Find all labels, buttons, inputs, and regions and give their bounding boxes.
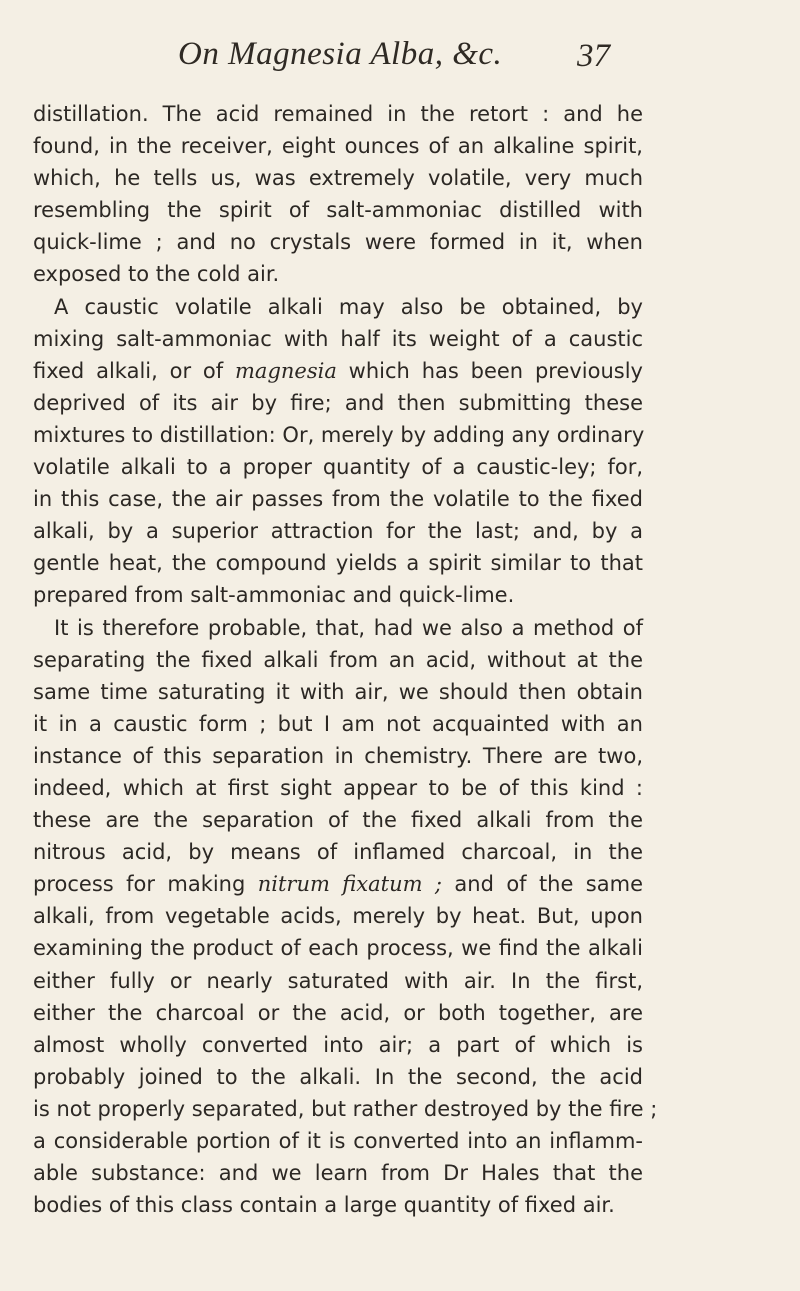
text-line: [33, 162, 643, 194]
text-line: [33, 932, 643, 964]
body-text: [33, 98, 658, 1221]
text-run: It is therefore probable, that, had we also a method of: [54, 615, 643, 640]
text-run: gentle heat, the compound yields a spirit similar to that: [33, 551, 643, 576]
text-line: [33, 868, 643, 900]
italic-text: magnesia: [235, 358, 337, 383]
italic-text: nitrum fixatum ;: [257, 872, 443, 897]
text-line: [33, 226, 643, 258]
running-title: On Magnesia Alba, &c.: [178, 36, 503, 72]
text-line: [33, 997, 643, 1029]
text-line: [33, 1029, 643, 1061]
text-run: indeed, which at first sight appear to be of this kind :: [33, 775, 643, 800]
text-run: almost wholly converted into air; a part of which is: [33, 1032, 643, 1057]
text-line: [33, 130, 643, 162]
text-run: either fully or nearly saturated with air. In the first,: [33, 968, 643, 993]
text-line: [33, 708, 643, 740]
text-line: [33, 451, 643, 483]
text-run: alkali, from vegetable acids, merely by heat. But, upon: [33, 904, 643, 929]
text-run: either the charcoal or the acid, or both together, are: [33, 1000, 643, 1025]
text-run: examining the product of each process, we find the alkali: [33, 936, 643, 961]
text-run: in this case, the air passes from the volatile to the fixed: [33, 487, 643, 512]
text-run: separating the fixed alkali from an acid, without at the: [33, 647, 643, 672]
text-run: which has been previously: [336, 358, 643, 383]
text-run: which, he tells us, was extremely volatile, very much: [33, 166, 643, 191]
text-line: [33, 965, 643, 997]
text-line: [33, 547, 643, 579]
text-line: [33, 258, 643, 290]
text-line: [33, 740, 643, 772]
text-run: a considerable portion of it is converted into an inflamm-: [33, 1129, 643, 1153]
text-line: [33, 836, 643, 868]
text-line: [33, 1061, 643, 1093]
text-run: found, in the receiver, eight ounces of an alkaline spirit,: [33, 134, 643, 159]
text-line: [33, 772, 643, 804]
text-line: [33, 1093, 658, 1125]
text-run: quick-lime ; and no crystals were formed in it, when: [33, 230, 643, 255]
text-run: bodies of this class contain a large quantity of fixed air.: [33, 1193, 615, 1218]
text-run: A caustic volatile alkali may also be obtained, by: [54, 294, 643, 319]
text-line: [33, 900, 643, 932]
text-line: [33, 579, 643, 611]
text-run: prepared from salt-ammoniac and quick-lime.: [33, 583, 515, 608]
text-line: [33, 644, 643, 676]
page-header: [0, 36, 800, 86]
text-run: resembling the spirit of salt-ammoniac distilled with: [33, 198, 643, 223]
text-run: and of the same: [442, 872, 643, 897]
text-run: deprived of its air by fire; and then submitting these: [33, 390, 643, 415]
text-run: probably joined to the alkali. In the second, the acid: [33, 1064, 643, 1089]
text-run: alkali, by a superior attraction for the last; and, by a: [33, 519, 643, 544]
text-line: [33, 98, 643, 130]
text-run: exposed to the cold air.: [33, 262, 280, 287]
text-run: same time saturating it with air, we should then obtain: [33, 679, 643, 704]
text-run: mixing salt-ammoniac with half its weight of a caustic: [33, 326, 643, 351]
text-run: it in a caustic form ; but I am not acquainted with an: [33, 711, 643, 736]
text-line: [33, 323, 643, 355]
text-run: instance of this separation in chemistry. There are two,: [33, 743, 643, 768]
text-run: able substance: and we learn from Dr Hales that the: [33, 1161, 643, 1186]
text-line: [33, 1189, 643, 1221]
text-run: mixtures to distillation: Or, merely by adding any ordinary: [33, 422, 645, 447]
text-run: is not properly separated, but rather destroyed by the fire ;: [33, 1096, 658, 1121]
text-run: volatile alkali to a proper quantity of a caustic-ley; for,: [33, 455, 643, 480]
text-run: process for making: [33, 872, 258, 897]
text-run: nitrous acid, by means of inflamed charcoal, in the: [33, 840, 643, 865]
text-run: distillation. The acid remained in the retort : and he: [33, 102, 643, 126]
text-line: [33, 291, 643, 323]
text-run: fixed alkali, or of: [33, 358, 236, 383]
text-line: [33, 419, 643, 451]
text-line: [33, 515, 643, 547]
text-line: [33, 387, 643, 419]
text-line: [33, 804, 643, 836]
text-line: [33, 1157, 643, 1189]
page-number: 37: [577, 38, 610, 74]
text-line: [33, 1125, 643, 1157]
text-line: [33, 676, 643, 708]
text-line: [33, 483, 643, 515]
text-line: [33, 355, 643, 387]
text-line: [33, 612, 643, 644]
text-run: these are the separation of the fixed alkali from the: [33, 808, 643, 833]
text-line: [33, 194, 643, 226]
